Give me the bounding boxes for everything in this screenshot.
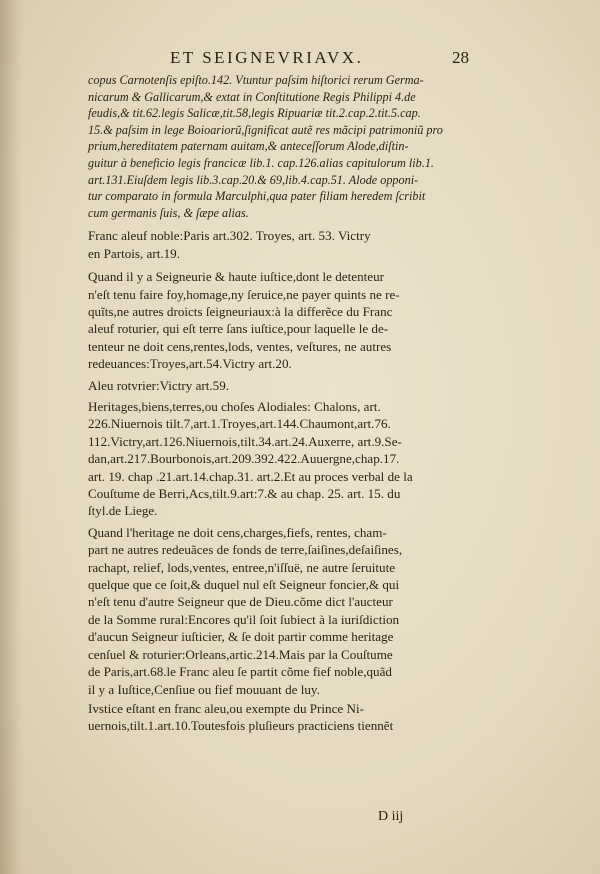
text-line: aleuf roturier, qui eſt terre ſans iuſtice,pour laquelle le de- — [88, 321, 389, 337]
text-line: tenteur ne doit cens,rentes,lods, ventes, veſtures, ne autres — [88, 338, 392, 354]
note-line: 15.& paſsim in lege Boioariorũ,ſignificat autẽ res mãcipi patrimoniũ pro — [88, 122, 443, 137]
note-line: copus Carnotenſis epiſto.142. Vtuntur paſsim hiſtorici rerum Germa- — [88, 73, 424, 87]
text-line: 226.Niuernois tilt.7,art.1.Troyes,art.144.Chaumont,art.76. — [88, 416, 391, 432]
text-line: en Partois, art.19. — [88, 245, 181, 261]
text-line: quelque que ce ſoit,& duquel nul eſt Seigneur foncier,& qui — [88, 577, 400, 593]
note-line: feudis,& tit.62.legis Salicæ,tit.58,legis Ripuariæ tit.2.cap.2.tit.5.cap. — [88, 106, 421, 121]
text-line: part ne autres redeuãces de fonds de terre,ſaiſines,deſaiſines, — [88, 542, 403, 558]
paragraph-franc-aleuf-noble — [88, 227, 508, 262]
note-line: cum germanis ſuis, & ſæpe alias. — [88, 205, 249, 220]
text-line: Quand il y a Seigneurie & haute iuſtice,dont le detenteur — [88, 269, 384, 285]
running-head: ET SEIGNEVRIAVX. — [170, 48, 364, 67]
text-line: n'eſt tenu faire foy,homage,ny ſeruice,ne payer quints ne re- — [88, 286, 400, 302]
paragraph-quand-heritage — [88, 524, 508, 698]
page-header — [170, 48, 510, 72]
text-line: rachapt, relief, lods,ventes, entree,n'iſſuë, ne autre ſeruitute — [88, 559, 396, 575]
text-line: Couſtume de Berri,Acs,tilt.9.art:7.& au chap. 25. art. 15. du — [88, 486, 401, 502]
note-line: nicarum & Gallicarum,& extat in Conſtitutione Regis Philippi 4.de — [88, 89, 416, 104]
signature-mark: D iij — [378, 809, 404, 824]
text-line: Aleu rotvrier:Victry art.59. — [88, 377, 230, 393]
text-line: redeuances:Troyes,art.54.Victry art.20. — [88, 356, 292, 372]
folio-number: 28 — [452, 48, 469, 67]
text-line: d'aucun Seigneur iuſticier, & ſe doit partir comme heritage — [88, 629, 394, 645]
text-line: uernois,tilt.1.art.10.Toutesfois pluſieurs practiciens tiennẽt — [88, 718, 394, 734]
text-block — [88, 72, 508, 735]
text-line: dan,art.217.Bourbonois,art.209.392.422.Auuergne,chap.17. — [88, 451, 400, 467]
text-line: 112.Victry,art.126.Niuernois,tilt.34.art.24.Auxerre, art.9.Se- — [88, 433, 402, 449]
text-line: n'eſt tenu d'autre Seigneur que de Dieu.cõme dict l'aucteur — [88, 594, 393, 610]
text-line: Quand l'heritage ne doit cens,charges,fiefs, rentes, cham- — [88, 524, 387, 540]
paragraph-aleu-roturier — [88, 377, 508, 394]
text-line: il y a Iuſtice,Cenſiue ou fief mouuant de luy. — [88, 681, 320, 697]
text-line: Heritages,biens,terres,ou choſes Alodiales: Chalons, art. — [88, 399, 381, 414]
paragraph-iustice — [88, 700, 508, 735]
text-line: ſtyl.de Liege. — [88, 503, 158, 519]
text-line: art. 19. chap .21.art.14.chap.31. art.2.Et au proces verbal de la — [88, 468, 413, 484]
paragraph-heritages — [88, 398, 508, 520]
text-line: Franc aleuf noble:Paris art.302. Troyes, art. 53. Victry — [88, 228, 371, 244]
note-line: guitur à beneficio legis francicæ lib.1. cap.126.alias capitulorum lib.1. — [88, 155, 434, 170]
text-line: de Paris,art.68.le Franc aleu ſe partit cõme fief noble,quãd — [88, 664, 392, 680]
paragraph-seigneurie — [88, 268, 508, 372]
latin-note — [88, 72, 508, 221]
note-line: art.131.Eiuſdem legis lib.3.cap.20.& 69,lib.4.cap.51. Alode opponi- — [88, 172, 419, 187]
text-line: Ivstice eſtant en franc aleu,ou exempte du Prince Ni- — [88, 700, 364, 716]
text-line: quĩts,ne autres droicts ſeigneuriaux:à la differẽce du Franc — [88, 303, 393, 319]
text-line: cenſuel & roturier:Orleans,artic.214.Mais par la Couſtume — [88, 646, 393, 662]
note-line: prium,hereditatem paternam auitam,& anteceſſorum Alode,diſtin- — [88, 139, 409, 154]
note-line: tur comparato in formula Marculphi,qua pater filiam heredem ſcribit — [88, 189, 426, 204]
text-line: de la Somme rural:Encores qu'il ſoit ſubiect à la iuriſdiction — [88, 611, 400, 627]
gutter-shadow — [0, 0, 22, 874]
